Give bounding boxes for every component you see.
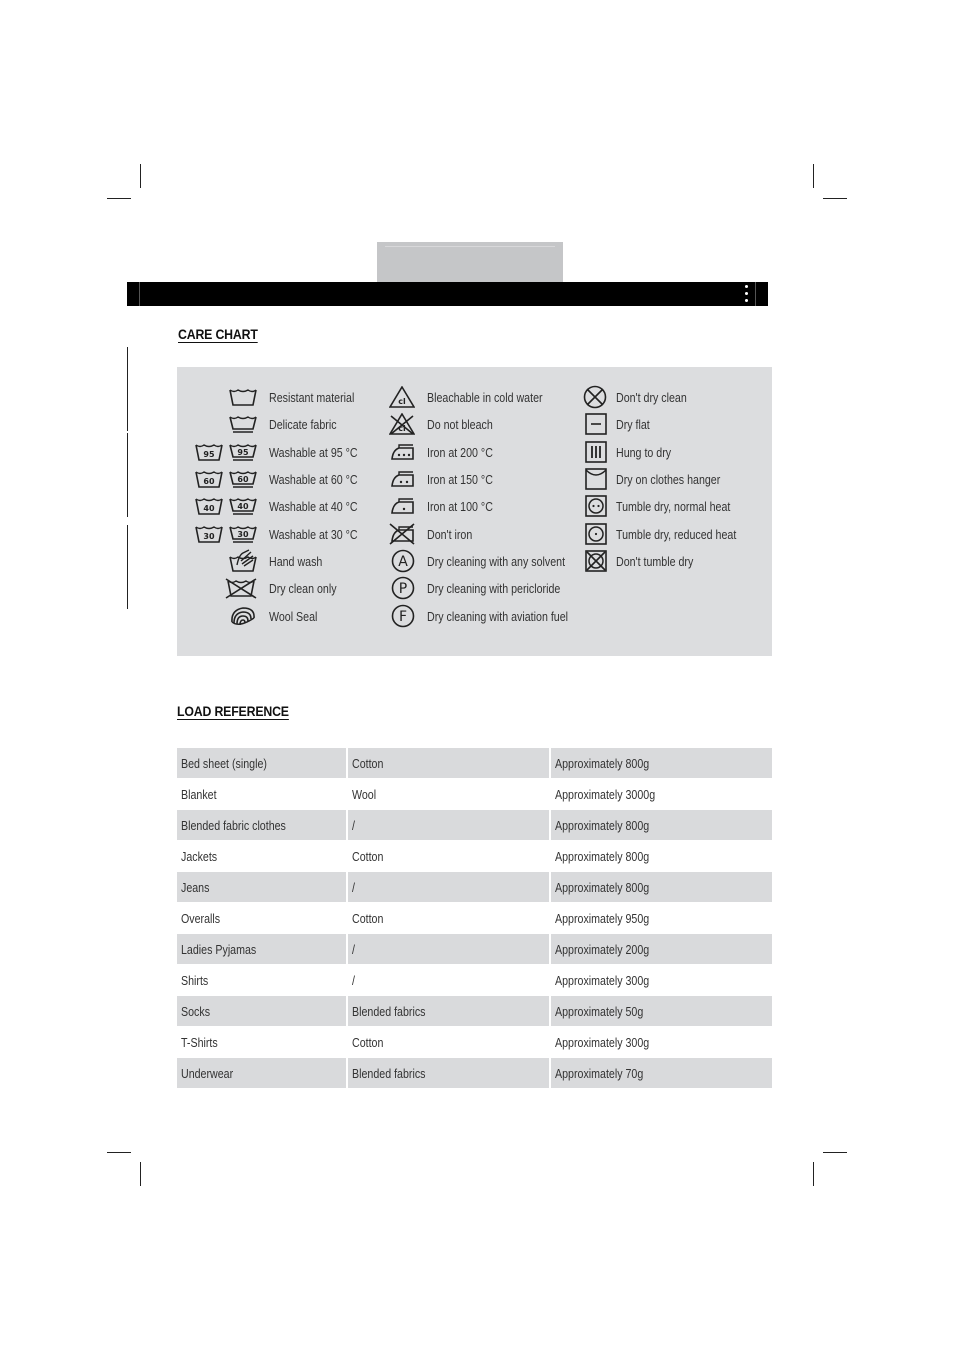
svg-text:F: F [398, 609, 408, 625]
item-cell: Bed sheet (single) [177, 748, 347, 779]
item-cell: Jeans [177, 872, 347, 903]
dry-clean-f-icon [391, 604, 415, 628]
washtub-95-delicate-icon [229, 442, 257, 462]
crop-mark [823, 1152, 847, 1153]
table-row [177, 1058, 772, 1089]
material-cell: / [347, 965, 550, 996]
table-row [177, 996, 772, 1027]
do-not-bleach-icon [389, 413, 415, 435]
table-row [177, 934, 772, 965]
material-cell: Cotton [347, 841, 550, 872]
care-item [177, 494, 377, 518]
care-item [389, 412, 507, 436]
care-item [177, 412, 351, 436]
material-cell: Blended fabrics [347, 1058, 550, 1089]
table-row [177, 903, 772, 934]
table-row [177, 779, 772, 810]
care-item [583, 385, 702, 409]
line-dry-icon [585, 468, 607, 490]
care-label: Iron at 200 °C [427, 444, 493, 460]
bleach-cl-icon [389, 386, 415, 408]
care-chart-heading: CARE CHART [178, 326, 258, 342]
care-item [177, 522, 377, 546]
care-label: Washable at 95 °C [269, 444, 358, 460]
care-item [583, 549, 710, 573]
item-cell: Ladies Pyjamas [177, 934, 347, 965]
svg-text:40: 40 [237, 502, 249, 511]
bar-dots [745, 285, 749, 306]
material-cell: / [347, 934, 550, 965]
table-row [177, 965, 772, 996]
care-item [389, 494, 507, 518]
load-reference-table [177, 748, 772, 1089]
care-label: Don't tumble dry [616, 553, 694, 569]
crop-mark [107, 198, 131, 199]
material-cell: Blended fabrics [347, 996, 550, 1027]
svg-text:40: 40 [203, 504, 215, 513]
svg-text:A: A [398, 554, 408, 570]
care-label: Do not bleach [427, 416, 493, 432]
material-cell: Cotton [347, 903, 550, 934]
table-row [177, 748, 772, 779]
header-tab [377, 242, 563, 282]
dry-clean-p-icon [391, 576, 415, 600]
washtub-40-icon [195, 496, 223, 516]
care-item [177, 604, 328, 628]
care-chart-panel [177, 367, 772, 656]
weight-cell: Approximately 300g [550, 1027, 772, 1058]
item-cell: Overalls [177, 903, 347, 934]
crop-mark [813, 1162, 814, 1186]
care-label: Wool Seal [269, 608, 318, 624]
item-cell: Blanket [177, 779, 347, 810]
care-label: Tumble dry, normal heat [616, 498, 731, 514]
washtub-30-delicate-icon [229, 524, 257, 544]
table-row [177, 810, 772, 841]
item-cell: Underwear [177, 1058, 347, 1089]
weight-cell: Approximately 200g [550, 934, 772, 965]
crop-mark [823, 198, 847, 199]
care-item [389, 467, 507, 491]
care-label: Bleachable in cold water [427, 389, 543, 405]
care-label: Don't iron [427, 526, 473, 542]
care-label: Dry clean only [269, 580, 337, 596]
crop-mark [107, 1152, 131, 1153]
care-label: Tumble dry, reduced heat [616, 526, 737, 542]
svg-text:30: 30 [237, 530, 249, 539]
svg-text:cl: cl [398, 397, 406, 406]
care-item [389, 549, 595, 573]
svg-text:P: P [398, 581, 408, 597]
washtub-60-icon [195, 469, 223, 489]
do-not-dry-clean-icon [583, 385, 607, 409]
weight-cell: Approximately 70g [550, 1058, 772, 1089]
item-cell: Blended fabric clothes [177, 810, 347, 841]
weight-cell: Approximately 800g [550, 872, 772, 903]
do-not-wash-icon [225, 577, 257, 599]
care-label: Dry cleaning with any solvent [427, 553, 566, 569]
iron-one-dot-icon [389, 496, 415, 516]
table-row [177, 841, 772, 872]
care-item [177, 549, 334, 573]
care-label: Dry on clothes hanger [616, 471, 721, 487]
care-item [177, 385, 373, 409]
care-item [389, 522, 482, 546]
item-cell: T-Shirts [177, 1027, 347, 1058]
item-cell: Jackets [177, 841, 347, 872]
item-cell: Shirts [177, 965, 347, 996]
washtub-95-icon [195, 442, 223, 462]
care-item [389, 385, 568, 409]
care-item [389, 576, 590, 600]
weight-cell: Approximately 50g [550, 996, 772, 1027]
hand-wash-icon [229, 549, 257, 573]
side-rule [127, 433, 128, 517]
care-item [389, 604, 599, 628]
material-cell: Cotton [347, 1027, 550, 1058]
iron-two-dots-icon [389, 469, 415, 489]
care-label: Hung to dry [616, 444, 672, 460]
weight-cell: Approximately 300g [550, 965, 772, 996]
svg-text:30: 30 [203, 532, 215, 541]
care-item [177, 576, 351, 600]
weight-cell: Approximately 800g [550, 748, 772, 779]
material-cell: Cotton [347, 748, 550, 779]
tumble-dry-low-icon [585, 523, 607, 545]
care-label: Washable at 60 °C [269, 471, 358, 487]
washtub-icon [229, 387, 257, 407]
care-label: Iron at 100 °C [427, 498, 493, 514]
care-label: Delicate fabric [269, 416, 337, 432]
care-item [389, 440, 507, 464]
svg-text:95: 95 [237, 448, 249, 457]
washtub-40-delicate-icon [229, 496, 257, 516]
care-item [583, 412, 657, 436]
crop-mark [140, 164, 141, 188]
wool-seal-icon [229, 604, 257, 628]
care-item [583, 522, 763, 546]
care-label: Washable at 30 °C [269, 526, 358, 542]
crop-mark [813, 164, 814, 188]
washtub-delicate-icon [229, 414, 257, 434]
care-label: Washable at 40 °C [269, 498, 358, 514]
care-item [177, 440, 377, 464]
weight-cell: Approximately 3000g [550, 779, 772, 810]
svg-text:60: 60 [203, 477, 215, 486]
load-reference-heading: LOAD REFERENCE [177, 703, 289, 719]
care-label: Resistant material [269, 389, 355, 405]
care-label: Don't dry clean [616, 389, 687, 405]
material-cell: / [347, 810, 550, 841]
washtub-30-icon [195, 524, 223, 544]
table-row [177, 872, 772, 903]
do-not-tumble-dry-icon [585, 550, 607, 572]
svg-text:60: 60 [237, 475, 249, 484]
care-label: Dry cleaning with pericloride [427, 580, 561, 596]
header-bar [127, 282, 768, 306]
dry-flat-icon [585, 413, 607, 435]
care-label: Dry flat [616, 416, 650, 432]
care-label: Dry cleaning with aviation fuel [427, 608, 569, 624]
care-item [583, 467, 743, 491]
crop-mark [140, 1162, 141, 1186]
iron-three-dots-icon [389, 442, 415, 462]
care-item [583, 494, 755, 518]
dry-clean-a-icon [391, 549, 415, 573]
tumble-dry-normal-icon [585, 495, 607, 517]
svg-text:cl: cl [398, 424, 406, 433]
care-label: Iron at 150 °C [427, 471, 493, 487]
side-rule [127, 525, 128, 609]
table-row [177, 1027, 772, 1058]
side-rule [127, 347, 128, 431]
weight-cell: Approximately 800g [550, 810, 772, 841]
care-item [177, 467, 377, 491]
washtub-60-delicate-icon [229, 469, 257, 489]
do-not-iron-icon [389, 523, 415, 545]
item-cell: Socks [177, 996, 347, 1027]
svg-text:95: 95 [203, 450, 215, 459]
care-label: Hand wash [269, 553, 323, 569]
material-cell: / [347, 872, 550, 903]
care-item [583, 440, 683, 464]
material-cell: Wool [347, 779, 550, 810]
weight-cell: Approximately 950g [550, 903, 772, 934]
weight-cell: Approximately 800g [550, 841, 772, 872]
drip-dry-icon [585, 441, 607, 463]
